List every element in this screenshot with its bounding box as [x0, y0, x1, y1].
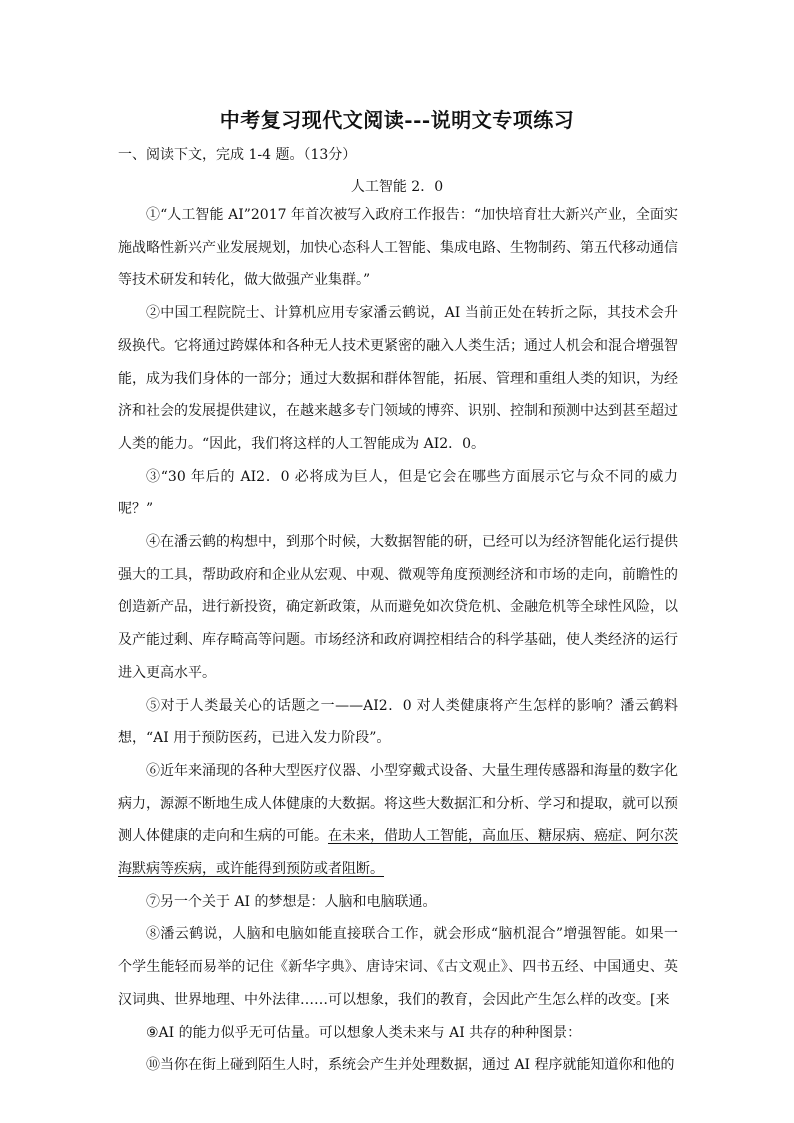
- underlined-sentence: 在未来，借助人工智能，高血压、糖尿病、癌症、阿尔茨海默病等疾病，或许能得到预防或者阻断。: [118, 828, 678, 878]
- question-instruction: 一、阅读下文，完成 1-4 题。（13分）: [118, 147, 357, 163]
- paragraph-5: ⑤对于人类最关心的话题之一——AI2．0 对人类健康将产生怎样的影响？潘云鹤料想，“AI 用于预防医药，已进入发力阶段”。: [118, 697, 678, 747]
- paragraph-10: ⑩当你在街上碰到陌生人时，系统会产生并处理数据，通过 AI 程序就能知道你和他的: [146, 1057, 675, 1074]
- paragraph-9: ⑨AI 的能力似乎无可估量。可以想象人类未来与 AI 共存的种种图景：: [146, 1024, 582, 1041]
- paragraph-4: ④在潘云鹤的构想中，到那个时候，大数据智能的研，已经可以为经济智能化运行提供强大的工具，帮助政府和企业从宏观、中观、微观等角度预测经济和市场的走向，前瞻性的创造新产品，进行新投资，确定新政策，从而避免如次贷危机、金融危机等全球性风险，以及产能过剩、库存畸高等问题。市场经济和政府调控相结合的科学基础，使人类经济的运行进入更高水平。: [118, 534, 678, 681]
- paragraph-6: ⑥近年来涌现的各种大型医疗仪器、小型穿戴式设备、大量生理传感器和海量的数字化病力，源源不断地生成人体健康的大数据。将这些大数据汇和分析、学习和提取，就可以预测人体健康的走向和生病的可能。在未来，借助人工智能，高血压、糖尿病、癌症、阿尔茨海默病等疾病，或许能得到预防或者阻断。: [118, 762, 678, 878]
- document-title: 中考复习现代文阅读---说明文专项练习: [219, 108, 575, 132]
- article-body: [118, 199, 678, 1082]
- article-title: 人工智能 2．0: [350, 179, 444, 195]
- paragraph-1: ①“人工智能 AI”2017 年首次被写入政府工作报告：“加快培育壮大新兴产业，全面实施战略性新兴产业发展规划，加快心态科人工智能、集成电路、生物制药、第五代移动通信等技术研发和转化，做大做强产业集群。”: [118, 207, 678, 289]
- paragraph-2: ②中国工程院院士、计算机应用专家潘云鹤说，AI 当前正处在转折之际，其技术会升级换代。它将通过跨媒体和各种无人技术更紧密的融入人类生活；通过人机会和混合增强智能，成为我们身体的一部分；通过大数据和群体智能，拓展、管理和重组人类的知识，为经济和社会的发展提供建议，在越来越多专门领域的博弈、识别、控制和预测中达到甚至超过人类的能力。“因此，我们将这样的人工智能成为 AI2．0。: [118, 305, 678, 452]
- paragraph-8: ⑧潘云鹤说，人脑和电脑如能直接联合工作，就会形成“脑机混合”增强智能。如果一个学生能轻而易举的记住《新华字典》、唐诗宋词、《古文观止》、四书五经、中国通史、英汉词典、世界地理、中外法律……可以想象，我们的教育，会因此产生怎么样的改变。[来: [118, 926, 678, 1008]
- paragraph-3: ③“30 年后的 AI2．0 必将成为巨人，但是它会在哪些方面展示它与众不同的威力呢？”: [118, 468, 678, 518]
- paragraph-7: ⑦另一个关于 AI 的梦想是：人脑和电脑联通。: [146, 893, 437, 910]
